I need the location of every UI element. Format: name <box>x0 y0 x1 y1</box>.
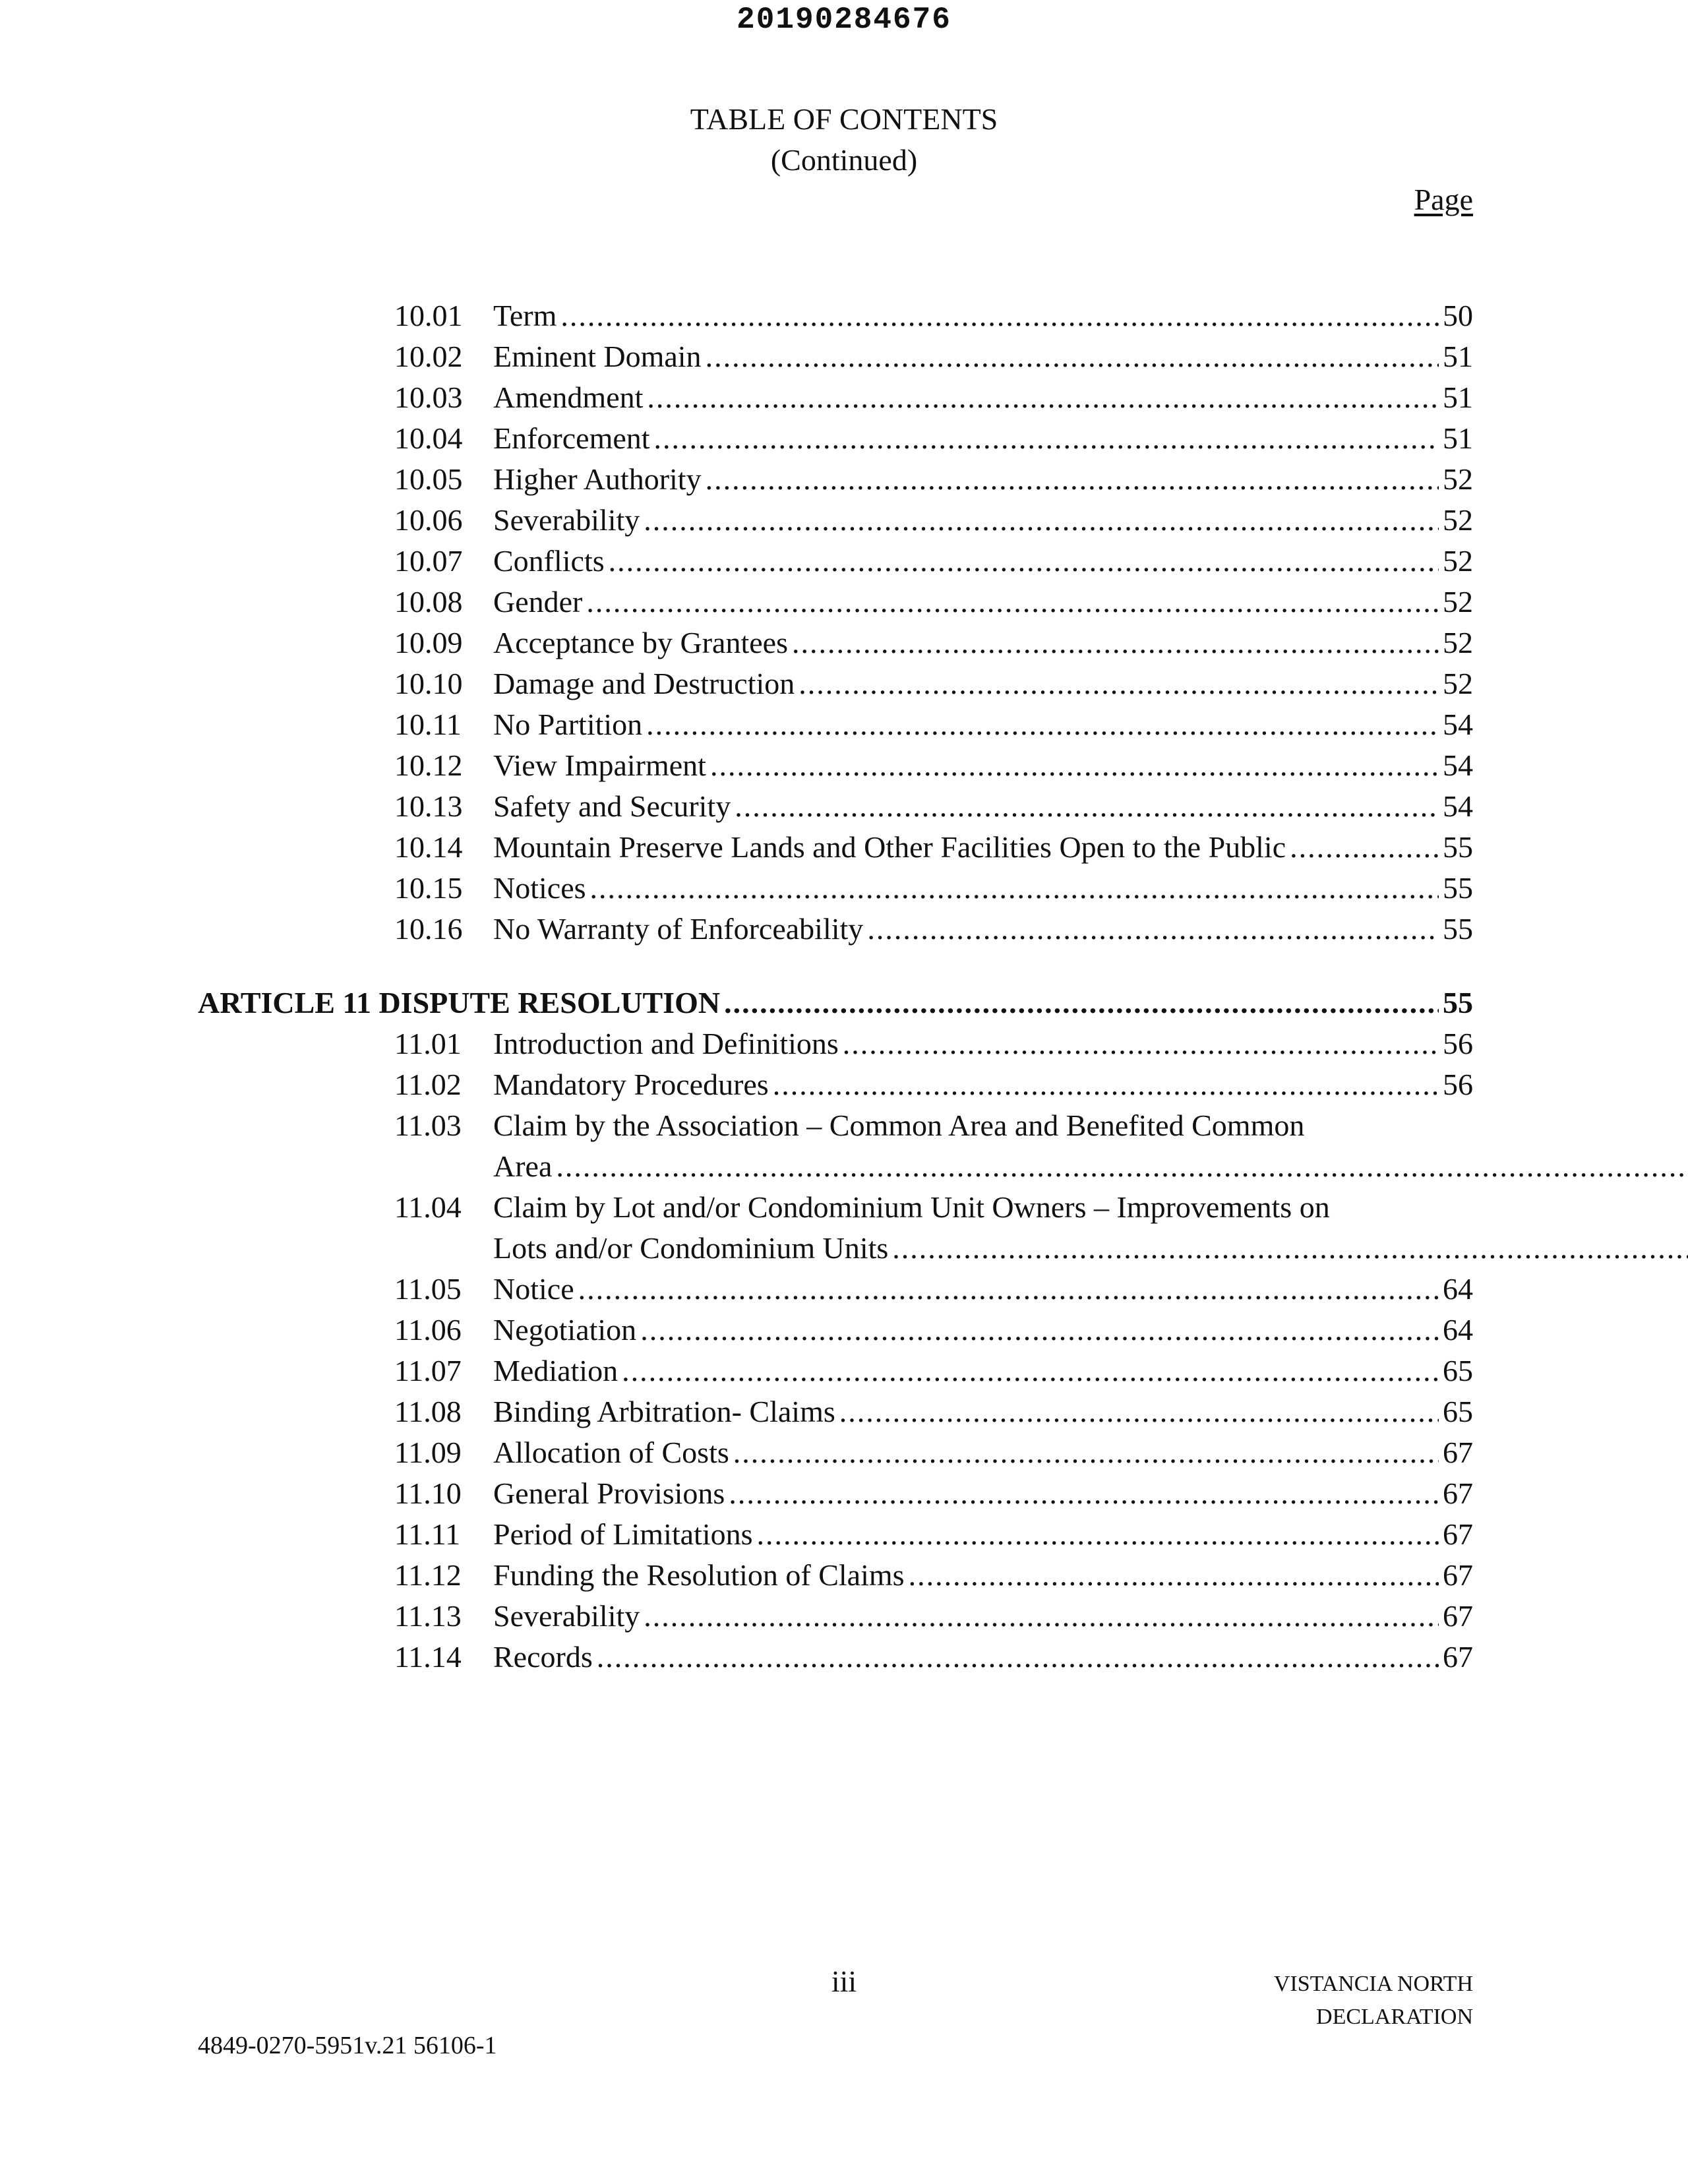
toc-entry <box>198 704 1473 745</box>
entry-title: Funding the Resolution of Claims <box>493 1558 905 1592</box>
dot-leader <box>1290 827 1439 868</box>
toc-entry <box>198 1432 1473 1473</box>
entry-page: 52 <box>1443 462 1473 496</box>
dot-leader <box>644 1596 1439 1637</box>
entry-number: 10.15 <box>394 871 463 905</box>
entry-number: 10.08 <box>394 585 463 619</box>
dot-leader <box>892 1228 1688 1269</box>
dot-leader <box>590 868 1439 909</box>
entry-page: 52 <box>1443 544 1473 578</box>
entry-number: 10.14 <box>394 830 463 864</box>
toc-entry <box>198 745 1473 786</box>
entry-page: 67 <box>1443 1476 1473 1510</box>
toc-heading <box>0 99 1688 181</box>
table-of-contents <box>198 295 1473 1678</box>
dot-leader <box>646 704 1439 745</box>
entry-number: 11.13 <box>394 1599 462 1633</box>
entry-page: 67 <box>1443 1517 1473 1551</box>
toc-title: TABLE OF CONTENTS <box>690 102 998 136</box>
dot-leader <box>792 622 1439 663</box>
dot-leader <box>586 582 1439 622</box>
entry-number: 10.09 <box>394 626 463 659</box>
toc-entry <box>198 1555 1473 1596</box>
entry-number: 10.04 <box>394 421 463 455</box>
dot-leader <box>560 295 1439 336</box>
entry-number: 11.01 <box>394 1027 462 1060</box>
dot-leader <box>597 1637 1439 1678</box>
entry-page: 64 <box>1443 1313 1473 1347</box>
entry-number: 11.08 <box>394 1395 462 1428</box>
toc-entry <box>198 663 1473 704</box>
entry-title: Mediation <box>493 1354 618 1387</box>
section-11-entries-a <box>198 1023 1473 1105</box>
entry-title: Allocation of Costs <box>493 1436 729 1469</box>
entry-number: 10.05 <box>394 462 463 496</box>
toc-entry <box>198 909 1473 950</box>
entry-title: No Warranty of Enforceability <box>493 912 864 946</box>
entry-number: 10.10 <box>394 667 463 700</box>
entry-title: Severability <box>493 1599 640 1633</box>
entry-title: Conflicts <box>493 544 605 578</box>
entry-page: 54 <box>1443 708 1473 741</box>
entry-title: Negotiation <box>493 1313 637 1347</box>
toc-entry <box>198 500 1473 541</box>
recording-number: 20190284676 <box>737 3 951 37</box>
toc-entry-11-04 <box>198 1187 1473 1269</box>
dot-leader <box>724 983 1439 1023</box>
entry-number: 11.02 <box>394 1068 462 1101</box>
entry-title: Higher Authority <box>493 462 702 496</box>
entry-number: 10.03 <box>394 380 463 414</box>
entry-number: 11.12 <box>394 1558 462 1592</box>
entry-page: 55 <box>1443 871 1473 905</box>
entry-page: 67 <box>1443 1436 1473 1469</box>
entry-number: 10.01 <box>394 299 463 332</box>
entry-title: Damage and Destruction <box>493 667 795 700</box>
entry-number: 10.13 <box>394 789 463 823</box>
entry-number: 11.14 <box>394 1640 462 1674</box>
entry-title: View Impairment <box>493 748 706 782</box>
toc-entry <box>198 459 1473 500</box>
article-title: ARTICLE 11 DISPUTE RESOLUTION <box>198 986 721 1019</box>
entry-number: 11.04 <box>394 1190 462 1224</box>
page-column-label: Page <box>1414 183 1473 216</box>
entry-page: 56 <box>1443 1068 1473 1101</box>
dot-leader <box>757 1514 1439 1555</box>
toc-entry <box>198 295 1473 336</box>
entry-title: Acceptance by Grantees <box>493 626 788 659</box>
entry-title: Binding Arbitration- Claims <box>493 1395 835 1428</box>
entry-page: 67 <box>1443 1599 1473 1633</box>
entry-page: 54 <box>1443 748 1473 782</box>
footer-document-name <box>1274 1968 1473 2034</box>
footer-right-line2: DECLARATION <box>1316 2005 1473 2029</box>
entry-number: 11.03 <box>394 1108 462 1142</box>
entry-title-line1: Claim by the Association – Common Area and Benefited Common <box>493 1108 1305 1142</box>
entry-page: 56 <box>1443 1027 1473 1060</box>
entry-number: 11.10 <box>394 1476 462 1510</box>
entry-number: 11.05 <box>394 1272 462 1306</box>
section-11-entries-b <box>198 1269 1473 1678</box>
entry-number: 10.06 <box>394 503 463 537</box>
entry-number: 10.02 <box>394 340 463 373</box>
toc-entry <box>198 1269 1473 1310</box>
toc-entry <box>198 1064 1473 1105</box>
toc-entry <box>198 541 1473 582</box>
entry-page: 52 <box>1443 667 1473 700</box>
toc-entry <box>198 1023 1473 1064</box>
toc-entry <box>198 1637 1473 1678</box>
page-number: iii <box>831 1964 857 1998</box>
entry-page: 55 <box>1443 912 1473 946</box>
entry-title: Severability <box>493 503 640 537</box>
entry-page: 52 <box>1443 626 1473 659</box>
entry-number: 10.16 <box>394 912 463 946</box>
article-page: 55 <box>1443 986 1473 1019</box>
entry-page: 54 <box>1443 789 1473 823</box>
toc-subtitle: (Continued) <box>770 143 918 177</box>
entry-title: Gender <box>493 585 583 619</box>
entry-title: Period of Limitations <box>493 1517 753 1551</box>
dot-leader <box>654 418 1439 459</box>
entry-title: Enforcement <box>493 421 650 455</box>
toc-entry <box>198 868 1473 909</box>
entry-title: No Partition <box>493 708 643 741</box>
entry-page: 65 <box>1443 1354 1473 1387</box>
entry-title-line2: Area <box>493 1149 553 1183</box>
entry-page: 50 <box>1443 299 1473 332</box>
dot-leader <box>867 909 1439 950</box>
dot-leader <box>909 1555 1439 1596</box>
entry-title: Notices <box>493 871 586 905</box>
footer-right-line1: VISTANCIA NORTH <box>1273 1972 1473 1996</box>
entry-title: Mountain Preserve Lands and Other Facilities Open to the Public <box>493 830 1286 864</box>
dot-leader <box>773 1064 1439 1105</box>
entry-title: Mandatory Procedures <box>493 1068 769 1101</box>
entry-page: 51 <box>1443 340 1473 373</box>
entry-title-line2: Lots and/or Condominium Units <box>493 1231 889 1265</box>
entry-title: Notice <box>493 1272 574 1306</box>
dot-leader <box>843 1023 1439 1064</box>
dot-leader <box>710 745 1439 786</box>
entry-title: Safety and Security <box>493 789 731 823</box>
section-10-entries <box>198 295 1473 950</box>
entry-title: Amendment <box>493 380 644 414</box>
dot-leader <box>609 541 1439 582</box>
dot-leader <box>799 663 1439 704</box>
entry-number: 10.11 <box>394 708 462 741</box>
dot-leader <box>839 1391 1439 1432</box>
dot-leader <box>706 336 1439 377</box>
toc-entry <box>198 1310 1473 1350</box>
dot-leader <box>733 1432 1439 1473</box>
entry-title: Term <box>493 299 557 332</box>
toc-entry <box>198 1596 1473 1637</box>
entry-number: 11.09 <box>394 1436 462 1469</box>
toc-entry <box>198 377 1473 418</box>
toc-entry <box>198 786 1473 827</box>
footer-doc-id: 4849-0270-5951v.21 56106-1 <box>198 2032 497 2059</box>
entry-title: General Provisions <box>493 1476 725 1510</box>
entry-number: 11.06 <box>394 1313 462 1347</box>
dot-leader <box>578 1269 1439 1310</box>
toc-article-11 <box>198 983 1473 1023</box>
entry-page: 67 <box>1443 1558 1473 1592</box>
toc-entry <box>198 1391 1473 1432</box>
dot-leader <box>706 459 1439 500</box>
entry-page: 52 <box>1443 585 1473 619</box>
toc-entry <box>198 582 1473 622</box>
toc-entry <box>198 1473 1473 1514</box>
toc-entry <box>198 1514 1473 1555</box>
dot-leader <box>729 1473 1439 1514</box>
entry-page: 51 <box>1443 421 1473 455</box>
dot-leader <box>640 1310 1439 1350</box>
entry-page: 64 <box>1443 1272 1473 1306</box>
dot-leader <box>735 786 1439 827</box>
entry-number: 11.11 <box>394 1517 461 1551</box>
toc-entry-11-03 <box>198 1105 1473 1187</box>
entry-number: 10.07 <box>394 544 463 578</box>
entry-page: 51 <box>1443 380 1473 414</box>
entry-title-line1: Claim by Lot and/or Condominium Unit Owners – Improvements on <box>493 1190 1330 1224</box>
toc-entry <box>198 622 1473 663</box>
toc-entry <box>198 1350 1473 1391</box>
dot-leader <box>556 1146 1688 1187</box>
entry-number: 10.12 <box>394 748 463 782</box>
entry-title: Records <box>493 1640 593 1674</box>
entry-page: 55 <box>1443 830 1473 864</box>
toc-entry <box>198 418 1473 459</box>
entry-title: Eminent Domain <box>493 340 702 373</box>
dot-leader <box>647 377 1439 418</box>
dot-leader <box>622 1350 1439 1391</box>
entry-page: 65 <box>1443 1395 1473 1428</box>
dot-leader <box>644 500 1439 541</box>
toc-entry <box>198 827 1473 868</box>
entry-page: 52 <box>1443 503 1473 537</box>
toc-entry <box>198 336 1473 377</box>
entry-page: 67 <box>1443 1640 1473 1674</box>
entry-number: 11.07 <box>394 1354 462 1387</box>
entry-title: Introduction and Definitions <box>493 1027 839 1060</box>
